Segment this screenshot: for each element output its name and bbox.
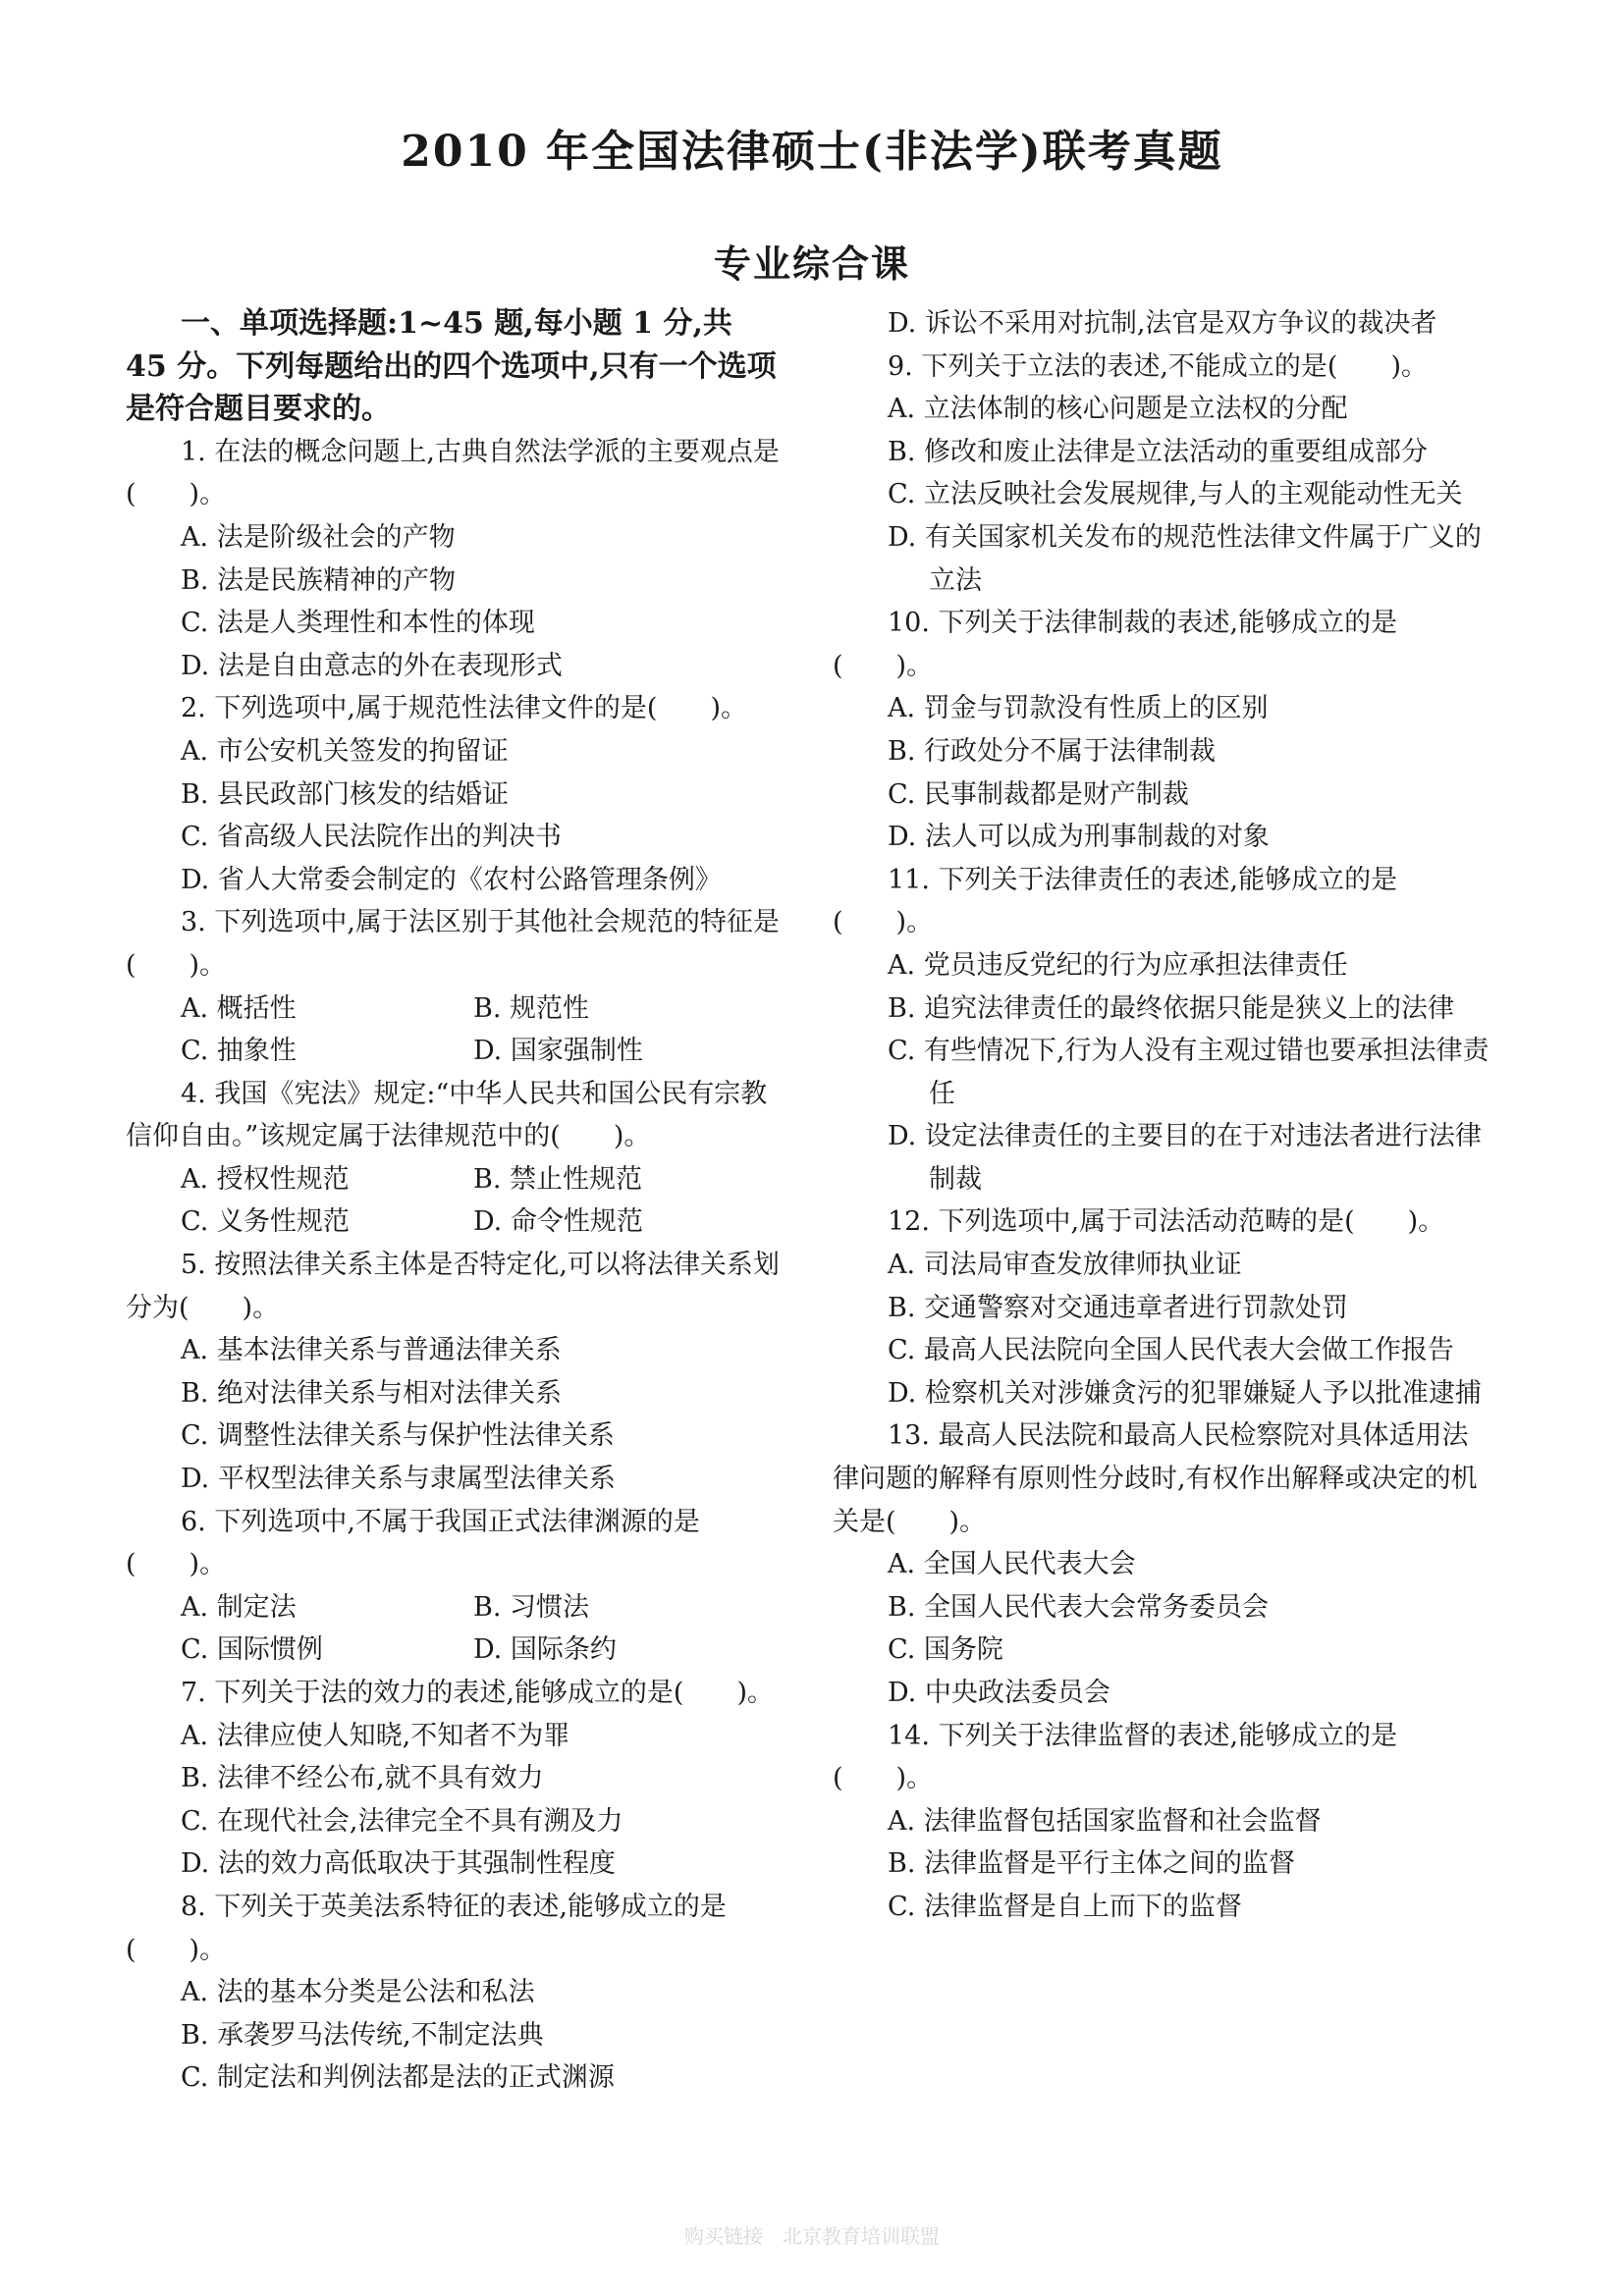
option-5b: B. 绝对法律关系与相对法律关系 [181,1377,563,1409]
option-6d: D. 国际条约 [473,1634,617,1666]
question-8: 8. 下列关于英美法系特征的表述,能够成立的是( )。 [126,1891,727,1965]
page-title: 2010 年全国法律硕士(非法学)联考真题 [401,127,1223,177]
option-11a: A. 党员违反党纪的行为应承担法律责任 [888,949,1348,981]
option-14b: B. 法律监督是平行主体之间的监督 [888,1848,1296,1880]
question-13: 13. 最高人民法院和最高人民检察院对具体适用法律问题的解释有原则性分歧时,有权作出解释或决定的机关是( )。 [833,1420,1478,1537]
option-12d: D. 检察机关对涉嫌贪污的犯罪嫌疑人予以批准逮捕 [888,1377,1482,1409]
option-1c: C. 法是人类理性和本性的体现 [181,608,535,639]
option-9b: B. 修改和废止法律是立法活动的重要组成部分 [888,436,1429,467]
option-10c: C. 民事制裁都是财产制裁 [888,778,1189,810]
option-13b: B. 全国人民代表大会常务委员会 [888,1591,1270,1623]
option-9d: D. 有关国家机关发布的规范性法律文件属于广义的立法 [888,521,1482,596]
option-1a: A. 法是阶级社会的产物 [181,521,456,553]
options-3ab [126,988,784,1031]
question-7: 7. 下列关于法的效力的表述,能够成立的是( )。 [181,1678,774,1708]
question-9: 9. 下列关于立法的表述,不能成立的是( )。 [888,350,1428,382]
options-6ab [126,1586,784,1629]
option-12b: B. 交通警察对交通违章者进行罚款处罚 [888,1292,1349,1323]
option-6c: C. 国际惯例 [181,1634,323,1666]
option-5c: C. 调整性法律关系与保护性法律关系 [181,1420,615,1452]
question-5: 5. 按照法律关系主体是否特定化,可以将法律关系划分为( )。 [126,1250,780,1323]
option-10b: B. 行政处分不属于法律制裁 [888,735,1217,767]
question-3: 3. 下列选项中,属于法区别于其他社会规范的特征是( )。 [126,907,780,981]
option-9c: C. 立法反映社会发展规律,与人的主观能动性无关 [888,479,1463,510]
page-subtitle: 专业综合课 [713,241,910,286]
option-1d: D. 法是自由意志的外在表现形式 [181,650,563,681]
question-12: 12. 下列选项中,属于司法活动范畴的是( )。 [888,1206,1445,1238]
option-7d: D. 法的效力高低取决于其强制性程度 [181,1848,616,1880]
option-11c: C. 有些情况下,行为人没有主观过错也要承担法律责任 [888,1036,1489,1109]
option-6b: B. 习惯法 [473,1591,590,1623]
option-1b: B. 法是民族精神的产物 [181,564,457,596]
option-10d: D. 法人可以成为刑事制裁的对象 [888,822,1270,853]
question-1: 1. 在法的概念问题上,古典自然法学派的主要观点是( )。 [126,436,780,510]
option-7b: B. 法律不经公布,就不具有效力 [181,1763,544,1794]
option-14a: A. 法律监督包括国家监督和社会监督 [888,1805,1322,1837]
option-8b: B. 承袭罗马法传统,不制定法典 [181,2019,544,2051]
option-12c: C. 最高人民法院向全国人民代表大会做工作报告 [888,1335,1454,1366]
options-6cd [126,1629,784,1672]
footer-watermark: 购买链接 北京教育培训联盟 [684,2224,940,2248]
question-11: 11. 下列关于法律责任的表述,能够成立的是( )。 [833,864,1398,938]
option-3c: C. 抽象性 [181,1036,297,1067]
options-4cd [126,1201,784,1244]
section-heading: 一、单项选择题:1~45 题,每小题 1 分,共 45 分。下列每题给出的四个选项中,只有一个选项是符合题目要求的。 [126,306,777,427]
option-6a: A. 制定法 [181,1591,297,1623]
option-3a: A. 概括性 [181,992,297,1024]
option-3b: B. 规范性 [473,992,590,1024]
option-8c: C. 制定法和判例法都是法的正式渊源 [181,2062,615,2094]
option-13d: D. 中央政法委员会 [888,1678,1110,1708]
question-10: 10. 下列关于法律制裁的表述,能够成立的是( )。 [833,608,1398,681]
question-2: 2. 下列选项中,属于规范性法律文件的是( )。 [181,693,747,724]
option-14c: C. 法律监督是自上而下的监督 [888,1891,1242,1922]
option-12a: A. 司法局审查发放律师执业证 [888,1250,1242,1281]
option-2c: C. 省高级人民法院作出的判决书 [181,822,562,853]
option-10a: A. 罚金与罚款没有性质上的区别 [888,693,1269,724]
options-4ab [126,1158,784,1201]
option-11b: B. 追究法律责任的最终依据只能是狭义上的法律 [888,992,1455,1024]
option-8a: A. 法的基本分类是公法和私法 [181,1977,535,2008]
option-8d: D. 诉讼不采用对抗制,法官是双方争议的裁决者 [888,308,1437,339]
option-5d: D. 平权型法律关系与隶属型法律关系 [181,1464,616,1495]
question-14: 14. 下列关于法律监督的表述,能够成立的是( )。 [833,1720,1398,1794]
option-9a: A. 立法体制的核心问题是立法权的分配 [888,394,1348,425]
question-6: 6. 下列选项中,不属于我国正式法律渊源的是( )。 [126,1506,700,1580]
option-4a: A. 授权性规范 [181,1163,350,1195]
left-column [126,302,784,2100]
option-5a: A. 基本法律关系与普通法律关系 [181,1335,562,1366]
option-7a: A. 法律应使人知晓,不知者不为罪 [181,1720,570,1751]
option-4d: D. 命令性规范 [473,1206,643,1238]
option-4c: C. 义务性规范 [181,1206,350,1238]
option-2d: D. 省人大常委会制定的《农村公路管理条例》 [181,864,722,895]
option-13c: C. 国务院 [888,1634,1003,1666]
option-7c: C. 在现代社会,法律完全不具有溯及力 [181,1805,623,1837]
option-3d: D. 国家强制性 [473,1036,643,1067]
option-11d: D. 设定法律责任的主要目的在于对违法者进行法律制裁 [888,1121,1482,1195]
question-4: 4. 我国《宪法》规定:“中华人民共和国公民有宗教信仰自由。”该规定属于法律规范中的( )。 [126,1078,768,1152]
option-4b: B. 禁止性规范 [473,1163,643,1195]
right-column [833,302,1490,1929]
option-13a: A. 全国人民代表大会 [888,1549,1136,1580]
option-2a: A. 市公安机关签发的拘留证 [181,735,509,767]
option-2b: B. 县民政部门核发的结婚证 [181,778,510,810]
options-3cd [126,1030,784,1073]
